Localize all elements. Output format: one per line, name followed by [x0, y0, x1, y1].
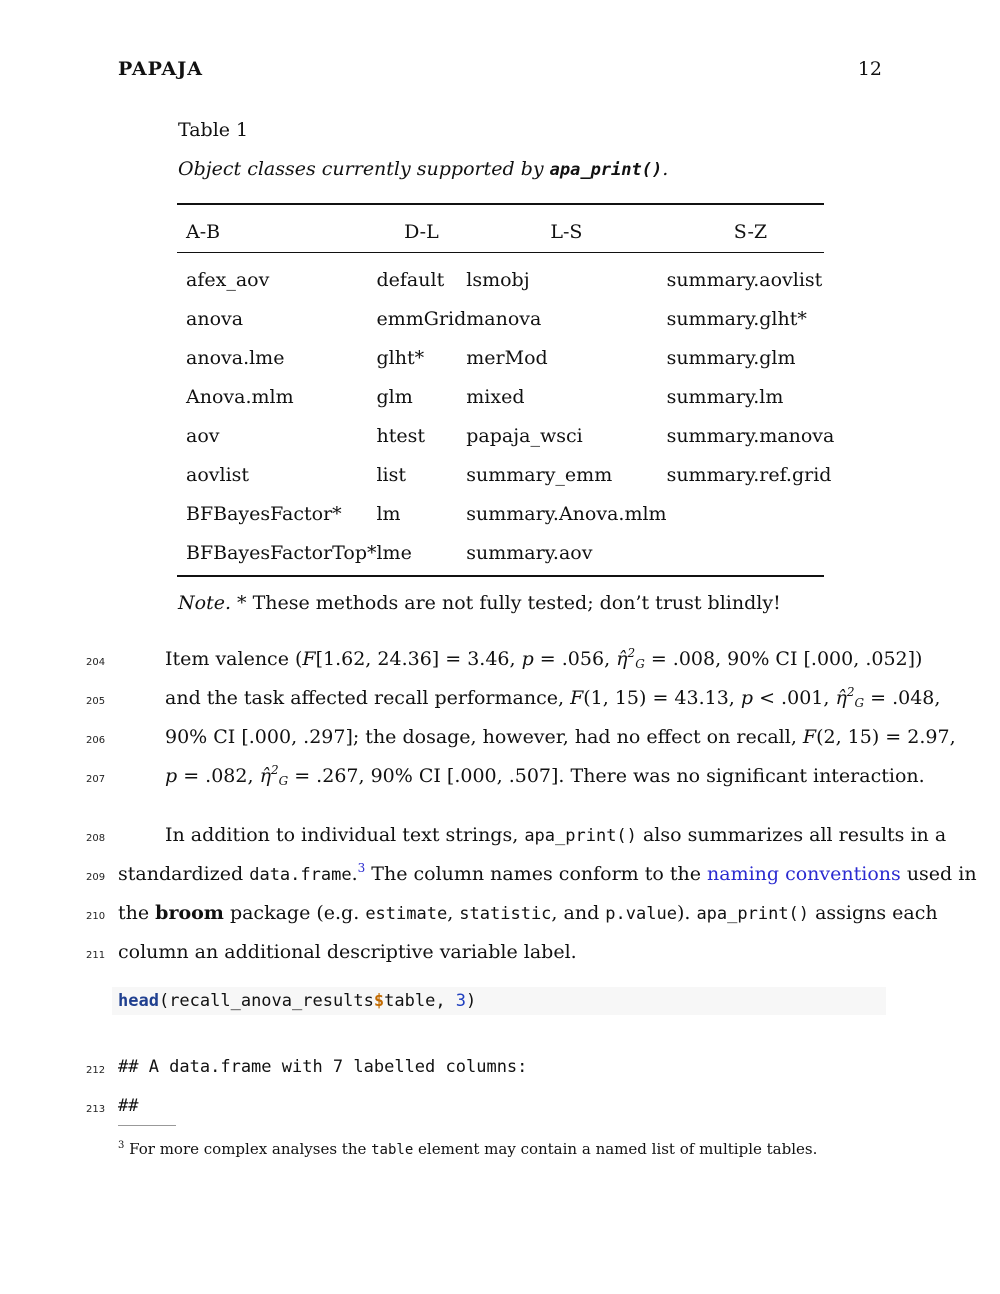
- footnote-rule: [118, 1125, 176, 1126]
- table-cell: summary.glm: [666, 346, 796, 369]
- table-cell: htest: [376, 424, 425, 447]
- caption-code: apa_print(): [549, 160, 663, 180]
- table-cell: emmGrid: [376, 307, 467, 330]
- eta-squared-symbol: η̂$^2_G$: [616, 646, 645, 671]
- column-header: L-S: [550, 221, 583, 243]
- body-line: and the task affected recall performance, F(1, 15) = 43.13, p < .001, η̂$^2_G$ = .048,: [165, 685, 941, 710]
- table-caption: Object classes currently supported by apa_print().: [178, 158, 669, 180]
- table-row: [178, 455, 834, 494]
- code-output-line: ##: [118, 1096, 139, 1116]
- table-cell: Anova.mlm: [186, 385, 294, 408]
- table-cell: merMod: [466, 346, 548, 369]
- line-number: 210: [86, 911, 106, 922]
- code-output-line: ## A data.frame with 7 labelled columns:: [118, 1057, 528, 1077]
- table-header-row: [178, 214, 834, 250]
- table-cell: summary_emm: [466, 463, 613, 486]
- table-row: [178, 533, 834, 572]
- line-number: 206: [86, 735, 106, 746]
- table-row: [178, 494, 834, 533]
- table-cell: summary.Anova.mlm: [466, 502, 667, 525]
- table-cell: lme: [376, 541, 412, 564]
- line-number: 204: [86, 657, 106, 668]
- inline-code: p.value: [605, 904, 677, 924]
- table-cell: list: [376, 463, 407, 486]
- line-number: 209: [86, 872, 106, 883]
- table-cell: aovlist: [186, 463, 250, 486]
- table-cell: anova: [186, 307, 244, 330]
- table-cell: mixed: [466, 385, 525, 408]
- table-cell: summary.manova: [666, 424, 835, 447]
- table-row: [178, 299, 834, 338]
- table-top-rule: [177, 203, 824, 205]
- table-cell: afex_aov: [186, 268, 270, 291]
- body-line: Item valence (F[1.62, 24.36] = 3.46, p = .056, η̂$^2_G$ = .008, 90% CI [.000, .052]): [165, 646, 923, 671]
- table-cell: aov: [186, 424, 220, 447]
- inline-code: apa_print(): [696, 904, 810, 924]
- body-line: standardized data.frame.$^3$ The column names conform to the naming conventions used in: [118, 861, 977, 885]
- line-number: 208: [86, 833, 106, 844]
- table-cell: summary.lm: [666, 385, 784, 408]
- page-number: 12: [857, 58, 882, 80]
- table-cell: BFBayesFactor*: [186, 502, 342, 525]
- eta-squared-symbol: η̂$^2_G$: [835, 685, 865, 710]
- table-cell: glht*: [376, 346, 425, 369]
- table-cell: manova: [466, 307, 542, 330]
- table-row: [178, 377, 834, 416]
- line-number: 211: [86, 950, 106, 961]
- table-row: [178, 338, 834, 377]
- table-cell: summary.aov: [466, 541, 593, 564]
- inline-code: data.frame: [249, 865, 352, 885]
- body-line: p = .082, η̂$^2_G$ = .267, 90% CI [.000, .507]. There was no significant interaction.: [165, 763, 925, 788]
- body-line: column an additional descriptive variable label.: [118, 941, 577, 963]
- table-label: Table 1: [178, 119, 249, 141]
- table-cell: glm: [376, 385, 413, 408]
- footnote: $^3$ For more complex analyses the table element may contain a named list of multiple tables.: [118, 1140, 818, 1158]
- line-number: 205: [86, 696, 106, 707]
- column-header: S-Z: [733, 221, 768, 243]
- naming-conventions-link[interactable]: naming conventions: [707, 863, 901, 885]
- running-head: PAPAJA: [118, 58, 204, 80]
- inline-code: table: [371, 1142, 414, 1158]
- column-header: A-B: [186, 221, 221, 243]
- inline-code: estimate: [365, 904, 448, 924]
- body-line: 90% CI [.000, .297]; the dosage, however, had no effect on recall, F(2, 15) = 2.97,: [165, 726, 956, 748]
- table-cell: [667, 533, 835, 572]
- body-line: the broom package (e.g. estimate, statistic, and p.value). apa_print() assigns each: [118, 902, 938, 924]
- line-number: 207: [86, 774, 106, 785]
- table-cell: summary.aovlist: [666, 268, 823, 291]
- inline-code: apa_print(): [524, 826, 637, 846]
- table-cell: lsmobj: [466, 268, 530, 291]
- table-cell: anova.lme: [186, 346, 285, 369]
- table-row: [178, 416, 834, 455]
- table-note: Note. * These methods are not fully tested; don’t trust blindly!: [178, 592, 781, 614]
- table-cell: lm: [376, 502, 401, 525]
- footnote-marker[interactable]: 3: [357, 861, 366, 875]
- body-line: In addition to individual text strings, apa_print() also summarizes all results in a: [165, 824, 947, 846]
- column-header: D-L: [404, 221, 439, 243]
- table-cell: default: [376, 268, 445, 291]
- object-classes-table: [178, 214, 834, 572]
- inline-code: statistic: [459, 904, 552, 924]
- eta-squared-symbol: η̂$^2_G$: [259, 763, 289, 788]
- table-cell: summary.glht*: [666, 307, 807, 330]
- table-cell: [667, 494, 835, 533]
- table-row: [178, 260, 834, 299]
- code-chunk: head(recall_anova_results$table, 3): [112, 987, 886, 1015]
- table-bottom-rule: [177, 575, 824, 577]
- line-number: 212: [86, 1065, 106, 1076]
- table-cell: papaja_wsci: [466, 424, 583, 447]
- table-cell: summary.ref.grid: [666, 463, 832, 486]
- line-number: 213: [86, 1104, 106, 1115]
- table-cell: BFBayesFactorTop*: [186, 541, 377, 564]
